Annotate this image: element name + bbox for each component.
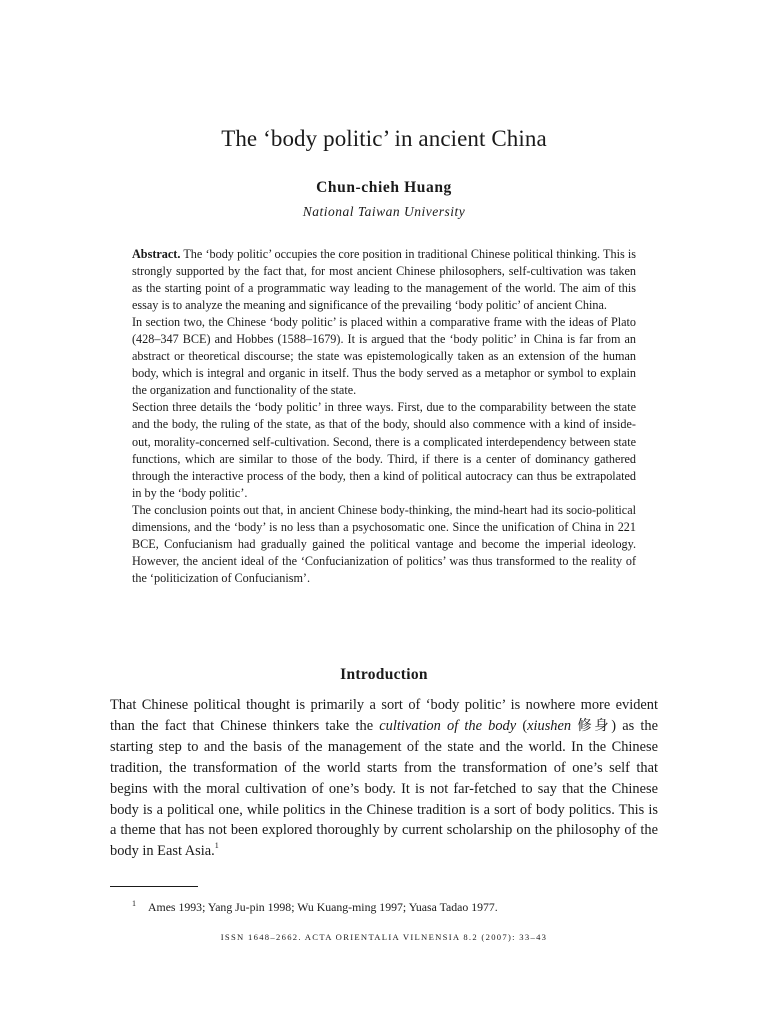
abstract-paragraph: In section two, the Chinese ‘body politic’ is placed within a comparative frame with the ideas of Plato (428–347 BCE) and Hobbes (1588–1679). It is argued that the ‘body politic’ in China is far from an abstract or theoretical discourse; the state was epistemologically taken as an extension of the human body, which is integral and organic in itself. Thus the body served as a metaphor or symbol to explain the organization and functionality of the state.: [132, 315, 636, 398]
footnote-text: Ames 1993; Yang Ju-pin 1998; Wu Kuang-ming 1997; Yuasa Tadao 1977.: [148, 900, 498, 914]
abstract-text: The ‘body politic’ occupies the core position in traditional Chinese political thinking. This is strongly supported by the fact that, for most ancient Chinese philosophers, self-cultivation was taken as the starting point of a programmatic way leading to the management of the world. The aim of this essay is to analyze the meaning and significance of the prevailing ‘body politic’ of ancient China.: [132, 247, 636, 313]
abstract-label: Abstract.: [132, 247, 181, 261]
footnote-divider: [110, 886, 198, 887]
paper-title: The ‘body politic’ in ancient China: [221, 126, 547, 151]
intro-chinese-term: 修身: [571, 717, 612, 734]
intro-paragraph: [110, 695, 658, 862]
author-name: Chun-chieh Huang: [316, 179, 452, 196]
abstract-block: [132, 246, 636, 587]
footnote-reference[interactable]: 1: [214, 841, 219, 851]
author-affiliation: National Taiwan University: [302, 204, 466, 219]
footnote-number: 1: [132, 899, 136, 908]
intro-text: That Chinese political thought is primarily a sort of ‘body politic’ is nowhere more evident than the fact that Chinese thinkers take the: [110, 697, 658, 734]
section-heading: Introduction: [340, 666, 428, 683]
intro-romanized-term: xiushen: [527, 717, 572, 734]
abstract-paragraph: The conclusion points out that, in ancient Chinese body-thinking, the mind-heart had its socio-political dimensions, and the ‘body’ is no less than a psychosomatic one. Since the unification of China in 221 BCE, Confucianism had gradually gained the political vantage and become the imperial ideology. However, the ancient ideal of the ‘Confucianization of politics’ was thus transformed to the reality of the ‘politicization of Confucianism’.: [132, 502, 636, 585]
intro-text: (: [516, 717, 528, 734]
intro-text: ) as the starting step to and the basis of the management of the state and the world. In the Chinese tradition, the transformation of the world starts from the transformation of one’s self that begins with the moral cultivation of one’s body. It is not far-fetched to say that the Chinese body is a political one, while politics in the Chinese tradition is a sort of body politics. This is a theme that has not been explored thoroughly by current scholarship on the philosophy of the body in East Asia.: [110, 717, 658, 860]
footnote: [132, 896, 658, 915]
intro-italic-term: cultivation of the body: [379, 717, 517, 734]
journal-issn-line: ISSN 1648–2662. ACTA ORIENTALIA VILNENSIA 8.2 (2007): 33–43: [220, 932, 548, 942]
abstract-paragraph: [132, 246, 636, 314]
abstract-paragraph: Section three details the ‘body politic’ in three ways. First, due to the comparability between the state and the body, the ruling of the state, as that of the body, should also commence with a kind of inside-out, morality-concerned self-cultivation. Second, there is a complicated interdependency between state functions, which are similar to those of the body. Third, if there is a center of dominancy gathered through the interactive process of the body, then a kind of political autocracy can thus be extrapolated in by the ‘body politic’.: [132, 400, 636, 500]
